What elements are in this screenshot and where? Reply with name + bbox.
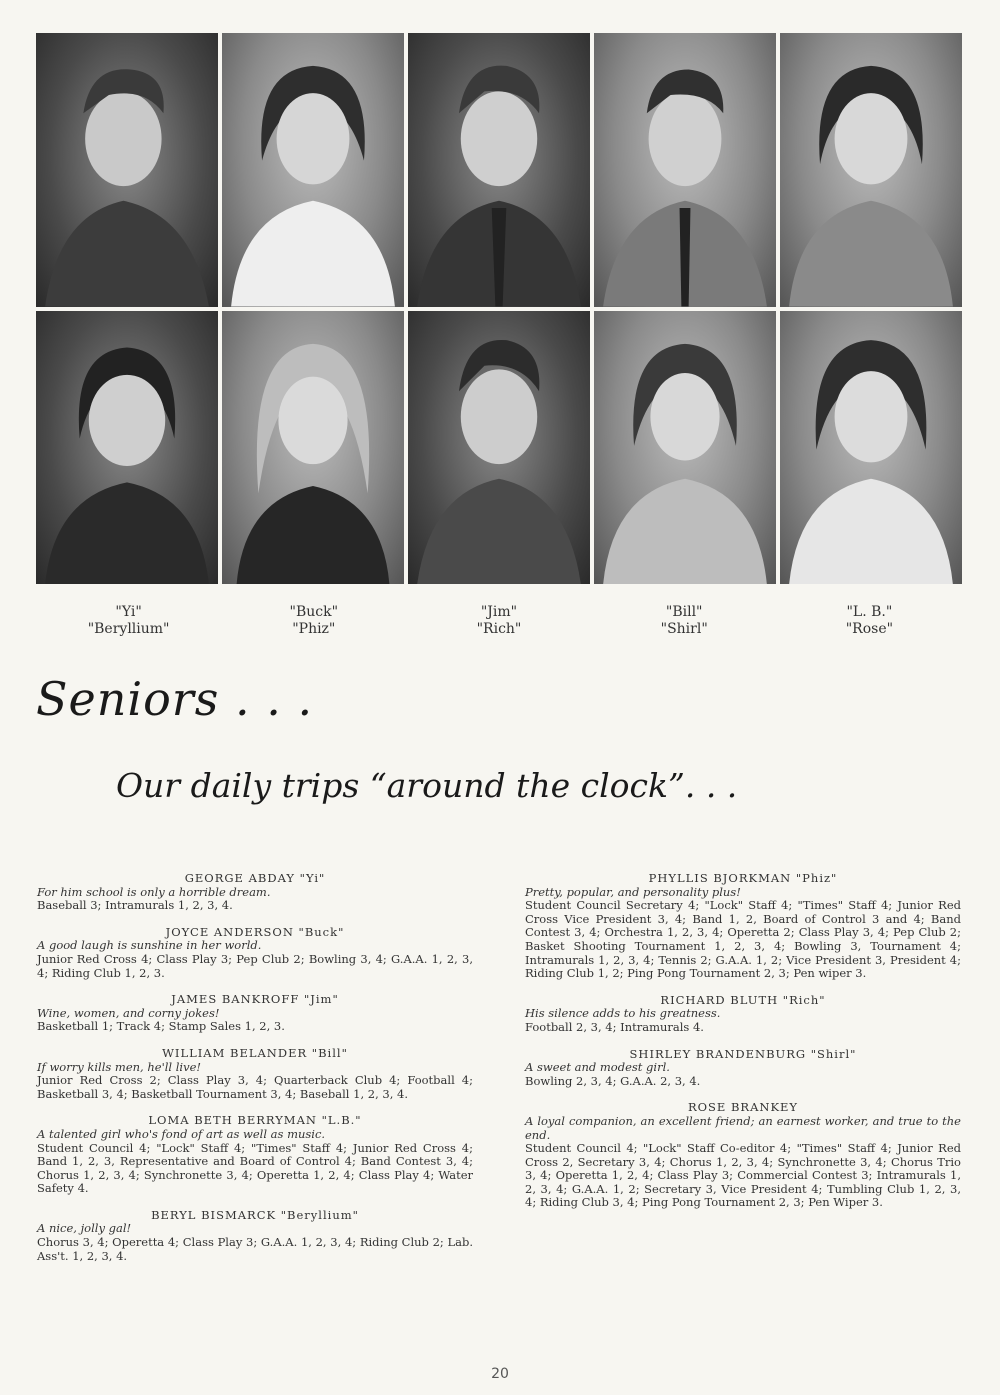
portrait-photo [36,33,218,307]
senior-activities: Student Council 4; "Lock" Staff Co-editor 4; "Times" Staff 4; Junior Red Cross 2, Secretary 3, 4; Chorus 1, 2, 3, 4; Synchronette 3, 4; Chorus Trio 3, 4; Operetta 1, 2, 4; Class Play 3; Commercial Contest 3; Intramurals 1, 2, 3, 4; G.A.A. 1, 2; Secretary 3, Vice President 4; Tumbling Club 1, 2, 3, 4; Riding Club 3, 4; Ping Pong Tournament 2, 3; Pen Wiper 3. [525,1141,961,1210]
senior-activities: Junior Red Cross 4; Class Play 3; Pep Club 2; Bowling 3, 4; G.A.A. 1, 2, 3, 4; Riding Club 1, 2, 3. [37,951,473,980]
senior-motto: His silence adds to his greatness. [525,1006,721,1021]
page-subtitle: Our daily trips “around the clock”. . . [116,766,738,805]
caption-column: "Bill" "Shirl" [660,604,708,637]
page-title: Seniors . . . [36,672,314,726]
portrait-photo [408,33,590,307]
senior-motto: A nice, jolly gal! [37,1221,132,1236]
senior-activities: Student Council Secretary 4; "Lock" Staff 4; "Times" Staff 4; Junior Red Cross Vice President 3, 4; Band 1, 2, Board of Control 3 and 4; Band Contest 3, 4; Orchestra 1, 2, 3, 4; Operetta 2; Class Play 3, 4; Pep Club 2; Basket Shooting Tournament 1, 2, 3, 4; Bowling 3, Tournament 4; Intramurals 1, 2, 3, 4; Tennis 2; G.A.A. 1, 2; Vice President 3, President 4; Riding Club 1, 2; Ping Pong Tournament 2, 3; Pen wiper 3. [525,898,961,981]
senior-entry [37,1047,473,1101]
senior-name: JOYCE ANDERSON "Buck" [165,924,345,939]
caption-column: "Jim" "Rich" [476,604,522,637]
senior-motto: A talented girl who's fond of art as well as music. [37,1126,326,1141]
senior-name: RICHARD BLUTH "Rich" [660,992,826,1007]
senior-motto: Pretty, popular, and personality plus! [525,884,741,899]
senior-entry [525,994,961,1035]
senior-motto: A loyal companion, an excellent friend; an earnest worker, and true to the end. [525,1113,961,1142]
nickname-captions [36,604,962,638]
portrait-photo [594,311,776,585]
portrait-photo [222,311,404,585]
senior-name: GEORGE ABDAY "Yi" [184,871,326,885]
portrait-photo [408,311,590,585]
caption-column: "L. B." "Rose" [845,604,894,637]
senior-entry [37,1209,473,1263]
senior-name: ROSE BRANKEY [687,1100,799,1115]
senior-activities: Baseball 3; Intramurals 1, 2, 3, 4. [37,898,233,913]
senior-name: LOMA BETH BERRYMAN "L.B." [148,1113,362,1128]
portrait-photo [222,33,404,307]
left-column [37,872,473,1276]
senior-motto: A good laugh is sunshine in her world. [37,938,262,953]
senior-entry [37,1114,473,1196]
senior-activities: Student Council 4; "Lock" Staff 4; "Times" Staff 4; Junior Red Cross 4; Band 1, 2, 3, Representative and Board of Control 4; Band Contest 3, 4; Chorus 1, 2, 3, 4; Synchronette 3, 4; Operetta 1, 2, 4; Class Play 4; Water Safety 4. [37,1140,473,1196]
portrait-grid [36,33,962,584]
senior-name: BERYL BISMARCK "Beryllium" [151,1207,359,1222]
caption-column: "Yi" "Beryllium" [87,604,170,637]
senior-activities: Chorus 3, 4; Operetta 4; Class Play 3; G.A.A. 1, 2, 3, 4; Riding Club 2; Lab. Ass't. 1, 2, 3, 4. [37,1235,473,1263]
senior-motto: A sweet and modest girl. [525,1060,670,1075]
senior-motto: For him school is only a horrible dream. [37,884,271,899]
right-column [525,872,961,1223]
senior-entry [525,1048,961,1089]
senior-entry [37,993,473,1034]
portrait-photo [594,33,776,307]
senior-entry [37,872,473,913]
senior-entry [37,926,473,980]
portrait-photo [36,311,218,585]
senior-name: JAMES BANKROFF "Jim" [171,992,339,1007]
page-number: 20 [491,1366,509,1382]
caption-column: "Buck" "Phiz" [289,604,339,637]
senior-motto: Wine, women, and corny jokes! [37,1005,220,1020]
senior-name: WILLIAM BELANDER "Bill" [162,1045,348,1060]
senior-entry [525,872,961,981]
senior-activities: Junior Red Cross 2; Class Play 3, 4; Quarterback Club 4; Football 4; Basketball 3, 4; Basketball Tournament 3, 4; Baseball 1, 2, 3, 4. [37,1073,473,1101]
senior-name: PHYLLIS BJORKMAN "Phiz" [648,871,838,885]
senior-activities: Bowling 2, 3, 4; G.A.A. 2, 3, 4. [525,1073,701,1088]
portrait-photo [780,33,962,307]
portrait-photo [780,311,962,585]
senior-entry [525,1101,961,1210]
senior-activities: Basketball 1; Track 4; Stamp Sales 1, 2, 3. [37,1019,285,1034]
senior-motto: If worry kills men, he'll live! [37,1059,202,1074]
senior-name: SHIRLEY BRANDENBURG "Shirl" [629,1046,857,1061]
senior-activities: Football 2, 3, 4; Intramurals 4. [525,1019,704,1034]
